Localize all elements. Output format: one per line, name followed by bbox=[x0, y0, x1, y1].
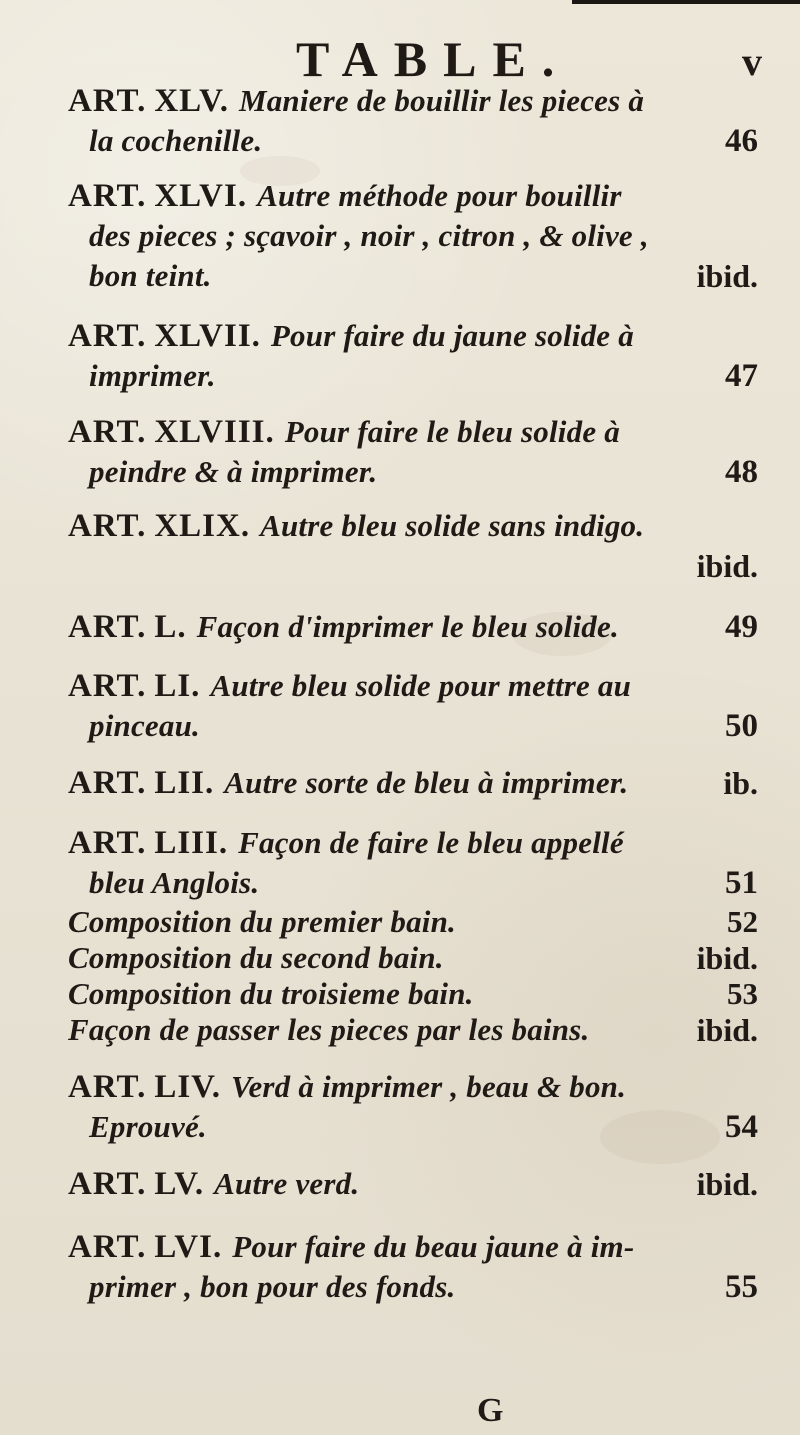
entry-line bbox=[68, 1228, 758, 1268]
entry-line bbox=[68, 82, 758, 122]
entry-line bbox=[68, 413, 758, 453]
entry-title-line: Verd à imprimer , beau & bon. bbox=[231, 1069, 627, 1104]
entry-line bbox=[68, 257, 758, 297]
page-reference: ibid. bbox=[696, 548, 758, 584]
entry-line bbox=[68, 1268, 758, 1308]
entry-subline bbox=[68, 1012, 758, 1048]
entry-line bbox=[68, 217, 758, 257]
entry-line bbox=[68, 864, 758, 904]
entry-subitem: Composition du troisieme bain. bbox=[68, 976, 474, 1011]
page-reference: ibid. bbox=[696, 1166, 758, 1202]
entry-line bbox=[68, 122, 758, 162]
page-folio: v bbox=[742, 39, 762, 84]
article-number: LIV. bbox=[154, 1069, 222, 1105]
entry-subitem: Composition du second bain. bbox=[68, 940, 444, 975]
table-entry bbox=[68, 608, 758, 648]
article-label: ART. bbox=[68, 1069, 147, 1105]
entry-line bbox=[68, 547, 758, 587]
article-label: ART. bbox=[68, 318, 147, 354]
entry-title-line: des pieces ; sçavoir , noir , citron , & olive , bbox=[89, 218, 649, 253]
article-number: XLIX. bbox=[154, 508, 251, 544]
table-entry bbox=[68, 1068, 758, 1148]
page-reference: ibid. bbox=[696, 940, 758, 976]
page-reference: 51 bbox=[725, 865, 758, 901]
entry-title-line: Façon d'imprimer le bleu solide. bbox=[196, 609, 619, 644]
article-label: ART. bbox=[68, 668, 147, 704]
entry-title-line: Autre verd. bbox=[214, 1166, 360, 1201]
page-reference: 49 bbox=[725, 609, 758, 645]
article-number: XLVII. bbox=[154, 318, 261, 354]
signature-mark: G bbox=[477, 1392, 504, 1429]
entry-title-line: Pour faire du jaune solide à bbox=[270, 318, 634, 353]
page-reference: ib. bbox=[723, 765, 758, 801]
entry-title-line: Façon de faire le bleu appellé bbox=[238, 825, 624, 860]
page-title: TABLE. bbox=[296, 31, 571, 87]
entry-title-line: Autre méthode pour bouillir bbox=[257, 178, 622, 213]
entry-line bbox=[68, 507, 758, 547]
article-number: XLVIII. bbox=[154, 414, 275, 450]
page-reference: ibid. bbox=[696, 1012, 758, 1048]
article-label: ART. bbox=[68, 825, 147, 861]
entry-line bbox=[68, 764, 758, 804]
article-label: ART. bbox=[68, 178, 147, 214]
entry-line bbox=[68, 1165, 758, 1205]
entry-line bbox=[68, 707, 758, 747]
entry-title-line: Pour faire le bleu solide à bbox=[284, 414, 620, 449]
table-entry bbox=[68, 507, 758, 587]
entry-title-line: peindre & à imprimer. bbox=[89, 454, 378, 489]
table-entry bbox=[68, 82, 758, 162]
table-entry bbox=[68, 177, 758, 297]
page-reference: ibid. bbox=[696, 258, 758, 294]
page-header bbox=[0, 31, 800, 87]
entry-title-line: Maniere de bouillir les pieces à bbox=[238, 83, 645, 118]
page-reference: 54 bbox=[725, 1109, 758, 1145]
table-entry bbox=[68, 764, 758, 804]
article-number: LVI. bbox=[154, 1229, 223, 1265]
table-entry bbox=[68, 667, 758, 747]
article-label: ART. bbox=[68, 1166, 147, 1202]
entry-line bbox=[68, 824, 758, 864]
entry-subline bbox=[68, 940, 758, 976]
entry-title-line: bleu Anglois. bbox=[89, 865, 260, 900]
page-reference: 55 bbox=[725, 1269, 758, 1305]
entry-title-line: Autre sorte de bleu à imprimer. bbox=[224, 765, 629, 800]
entry-line bbox=[68, 667, 758, 707]
article-number: L. bbox=[154, 609, 187, 645]
page-reference: 48 bbox=[725, 454, 758, 490]
entry-line bbox=[68, 357, 758, 397]
entry-title-line: Autre bleu solide pour mettre au bbox=[210, 668, 632, 703]
entry-subitem: Composition du premier bain. bbox=[68, 904, 456, 939]
entry-line bbox=[68, 317, 758, 357]
entry-line bbox=[68, 1108, 758, 1148]
article-label: ART. bbox=[68, 414, 147, 450]
entry-title-line: la cochenille. bbox=[89, 123, 263, 158]
entry-line bbox=[68, 177, 758, 217]
page-reference: 53 bbox=[727, 976, 758, 1011]
entry-subline bbox=[68, 904, 758, 940]
article-label: ART. bbox=[68, 765, 147, 801]
entry-title-line: Pour faire du beau jaune à im- bbox=[232, 1229, 635, 1264]
article-number: LV. bbox=[154, 1166, 205, 1202]
entry-line bbox=[68, 608, 758, 648]
entry-title-line: bon teint. bbox=[89, 258, 212, 293]
article-number: XLVI. bbox=[154, 178, 248, 214]
page-reference: 46 bbox=[725, 123, 758, 159]
entry-title-line: imprimer. bbox=[89, 358, 216, 393]
page-reference: 50 bbox=[725, 708, 758, 744]
article-number: XLV. bbox=[154, 83, 229, 119]
entry-subline bbox=[68, 976, 758, 1012]
entry-subitem: Façon de passer les pieces par les bains. bbox=[68, 1012, 590, 1047]
entry-line bbox=[68, 453, 758, 493]
article-label: ART. bbox=[68, 83, 147, 119]
top-rule bbox=[572, 0, 800, 4]
article-label: ART. bbox=[68, 508, 147, 544]
page-reference: 52 bbox=[727, 904, 758, 939]
entry-title-line: Eprouvé. bbox=[89, 1109, 207, 1144]
table-entry bbox=[68, 1165, 758, 1205]
entry-line bbox=[68, 1068, 758, 1108]
article-label: ART. bbox=[68, 609, 147, 645]
article-number: LII. bbox=[154, 765, 215, 801]
page-reference: 47 bbox=[725, 358, 758, 394]
article-label: ART. bbox=[68, 1229, 147, 1265]
table-entry bbox=[68, 413, 758, 493]
table-entry bbox=[68, 1228, 758, 1308]
entry-title-line: Autre bleu solide sans indigo. bbox=[260, 508, 645, 543]
article-number: LI. bbox=[154, 668, 201, 704]
article-number: LIII. bbox=[154, 825, 229, 861]
entry-title-line: primer , bon pour des fonds. bbox=[89, 1269, 456, 1304]
entry-title-line: pinceau. bbox=[89, 708, 200, 743]
table-entry bbox=[68, 317, 758, 397]
table-entry bbox=[68, 824, 758, 1048]
